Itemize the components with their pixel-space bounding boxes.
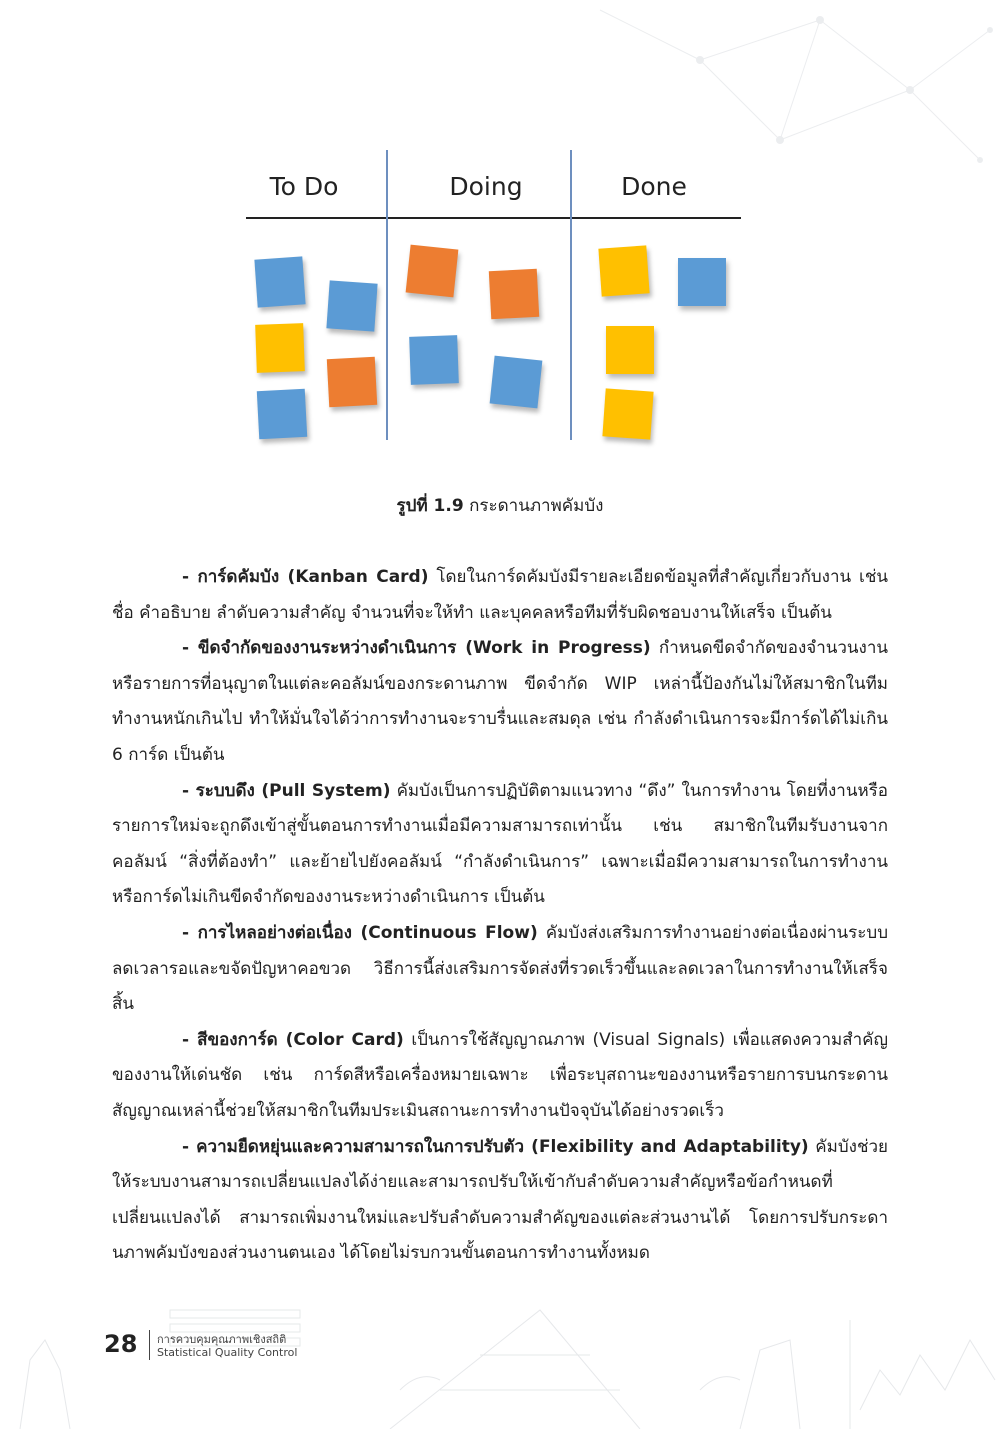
paragraph <box>112 1130 888 1272</box>
paragraph <box>112 916 888 1023</box>
kanban-card <box>606 326 654 374</box>
paragraph-body: คัมบังส่งเสริมการทำงานอย่างต่อเนื่องผ่านระบบ ลดเวลารอและขจัดปัญหาคอขวด วิธีการนี้ส่งเสริมการจัดส่งที่รวดเร็วขึ้นและลดเวลาในการทำงานให้เสร็จสิ้น <box>112 922 888 1015</box>
header-divider <box>246 217 741 219</box>
kanban-card <box>255 323 305 373</box>
paragraph-body: กำหนดขีดจำกัดของจำนวนงานหรือรายการที่อนุญาตในแต่ละคอลัมน์ของกระดานภาพ ขีดจำกัด WIP เหล่านี้ป้องกันไม่ให้สมาชิกในทีมทำงานหนักเกินไป ทำให้มั่นใจได้ว่าการทำงานจะราบรื่นและสมดุล เช่น กำลังดำเนินการจะมีการ์ดได้ไม่เกิน 6 การ์ด เป็นต้น <box>112 638 889 765</box>
paragraph-heading: - ระบบดึง (Pull System) <box>182 780 391 801</box>
paragraph-heading: - การ์ดคัมบัง (Kanban Card) <box>182 567 429 587</box>
paragraph <box>112 631 888 773</box>
kanban-card <box>490 356 543 409</box>
paragraph <box>112 1023 888 1130</box>
kanban-card <box>678 258 726 306</box>
column-title-todo: To Do <box>269 172 339 201</box>
column-title-doing: Doing <box>449 172 523 201</box>
kanban-card <box>489 269 539 319</box>
column-divider <box>570 150 572 440</box>
paragraph-heading: - สีของการ์ด (Color Card) <box>182 1029 404 1050</box>
figure-caption-label: รูปที่ 1.9 <box>396 496 464 516</box>
paragraph-body: เป็นการใช้สัญญาณภาพ (Visual Signals) เพื่อแสดงความสำคัญของงานให้เด่นชัด เช่น การ์ดสีหรือเครื่องหมายเฉพาะ เพื่อระบุสถานะของงานหรือรายการบนกระดานสัญญาณเหล่านี้ช่วยให้สมาชิกในทีมประเมินสถานะการทำงานปัจจุบันได้อย่างรวดเร็ว <box>112 1029 888 1121</box>
kanban-card <box>257 389 307 439</box>
kanban-card <box>598 245 649 296</box>
body-text <box>112 560 888 1272</box>
footer-decoration <box>0 1300 1000 1429</box>
book-title-thai: การควบคุมคุณภาพเชิงสถิติ <box>157 1333 287 1346</box>
kanban-card <box>406 245 459 298</box>
footer-divider <box>149 1330 150 1360</box>
column-title-done: Done <box>621 172 687 201</box>
paragraph-heading: - ความยืดหยุ่นและความสามารถในการปรับตัว (Flexibility and Adaptability) <box>182 1136 809 1157</box>
paragraph-body: คัมบังเป็นการปฏิบัติตามแนวทาง “ดึง” ในการทำงาน โดยที่งานหรือรายการใหม่จะถูกดึงเข้าสู่ขั้นตอนการทำงานเมื่อมีความสามารถเท่านั้น เช่น สมาชิกในทีมรับงานจากคอลัมน์ “สิ่งที่ต้องทำ” และย้ายไปยังคอลัมน์ “กำลังดำเนินการ” เฉพาะเมื่อมีความสามารถในการทำงานหรือการ์ดไม่เกินขีดจำกัดของงานระหว่างดำเนินการ เป็นต้น <box>112 780 888 908</box>
column-divider <box>386 150 388 440</box>
figure-caption-text: กระดานภาพคัมบัง <box>463 496 604 516</box>
kanban-card <box>254 256 305 307</box>
paragraph-heading: - ขีดจำกัดของงานระหว่างดำเนินการ (Work in Progress) <box>182 638 651 659</box>
paragraph-heading: - การไหลอย่างต่อเนื่อง (Continuous Flow) <box>182 922 538 943</box>
kanban-card <box>327 357 377 407</box>
page-footer <box>0 1300 1000 1429</box>
kanban-card <box>602 388 653 439</box>
paragraph-body: โดยในการ์ดคัมบังมีรายละเอียดข้อมูลที่สำคัญเกี่ยวกับงาน เช่น ชื่อ คำอธิบาย ลำดับความสำคัญ จำนวนที่จะให้ทำ และบุคคลหรือทีมที่รับผิดชอบงานให้เสร็จ เป็นต้น <box>112 567 888 623</box>
paragraph <box>112 560 888 631</box>
page-number: 28 <box>104 1330 138 1358</box>
kanban-board-figure <box>240 150 740 450</box>
book-title-english: Statistical Quality Control <box>157 1346 298 1359</box>
figure-caption <box>0 492 1000 519</box>
paragraph <box>112 774 888 916</box>
kanban-card <box>326 280 377 331</box>
kanban-card <box>409 335 459 385</box>
paragraph-body: คัมบังช่วยให้ระบบงานสามารถเปลี่ยนแปลงได้ง่ายและสามารถปรับให้เข้ากับลำดับความสำคัญหรือข้อกำหนดที่เปลี่ยนแปลงได้ สามารถเพิ่มงานใหม่และปรับลำดับความสำคัญของแต่ละส่วนงานได้ โดยการปรับกระดานภาพคัมบังของส่วนงานตนเอง ได้โดยไม่รบกวนขั้นตอนการทำงานทั้งหมด <box>112 1136 888 1264</box>
